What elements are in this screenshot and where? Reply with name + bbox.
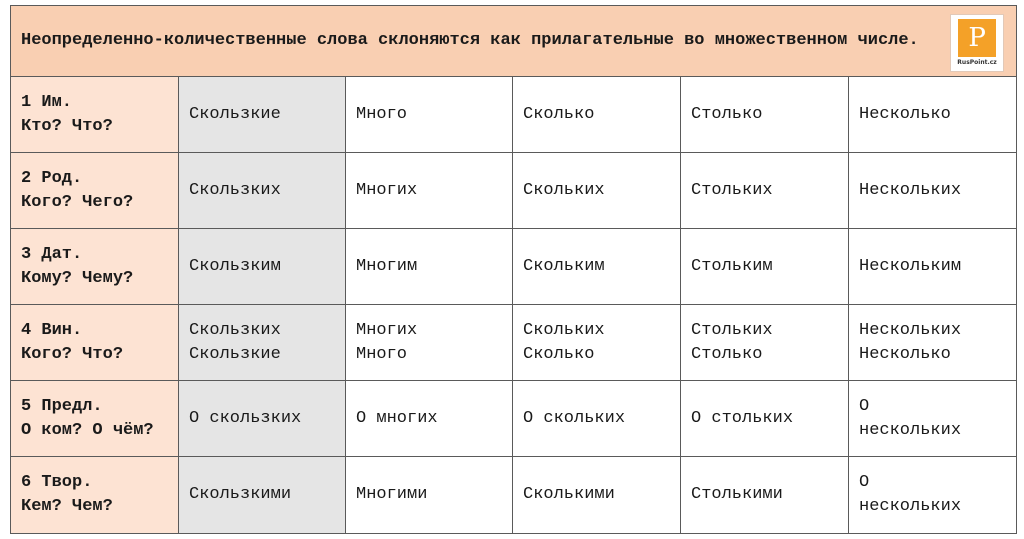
- case-question: Кого? Что?: [21, 344, 124, 364]
- word-cell: [849, 305, 1017, 381]
- word-form: О: [859, 396, 870, 416]
- case-question: Кого? Чего?: [21, 192, 134, 212]
- case-cell: [11, 305, 179, 381]
- word-cell: [346, 77, 513, 153]
- word-cell: [681, 77, 849, 153]
- case-question: О ком? О чём?: [21, 420, 154, 440]
- word-form: Скользкие: [189, 104, 281, 124]
- word-form: Скольким: [523, 256, 605, 276]
- word-form: Стольких: [691, 320, 773, 340]
- word-form: Сколькими: [523, 485, 615, 504]
- word-cell: [179, 229, 346, 305]
- word-cell: [849, 229, 1017, 305]
- word-form: Скользких: [189, 180, 281, 200]
- case-cell: [11, 381, 179, 457]
- word-form-alt: Скользкие: [189, 344, 281, 364]
- logo-glyph: Р: [968, 23, 986, 53]
- case-cell: [11, 229, 179, 305]
- word-cell: [346, 305, 513, 381]
- word-form: Многих: [356, 320, 418, 340]
- word-form: Скольких: [523, 320, 605, 340]
- case-question: Кем? Чем?: [21, 497, 113, 516]
- word-form-alt: Столько: [691, 344, 763, 364]
- logo-text: RusPoint.cz: [957, 59, 997, 66]
- table-row: [11, 305, 1017, 381]
- ruspoint-logo-icon: [950, 14, 1004, 72]
- word-cell: [681, 381, 849, 457]
- word-cell: [346, 153, 513, 229]
- word-form: Нескольких: [859, 180, 962, 200]
- table-row: [11, 381, 1017, 457]
- word-cell: [513, 305, 681, 381]
- word-form: Много: [356, 104, 408, 124]
- word-form: Многих: [356, 180, 418, 200]
- word-cell: [849, 381, 1017, 457]
- word-cell: [513, 229, 681, 305]
- declension-table: [10, 5, 1017, 534]
- case-question: Кто? Что?: [21, 116, 113, 136]
- word-form: Столькими: [691, 485, 783, 504]
- word-cell: [513, 153, 681, 229]
- case-cell: [11, 153, 179, 229]
- case-name: 1 Им.: [21, 92, 73, 112]
- case-cell: [11, 457, 179, 534]
- word-cell: [179, 457, 346, 534]
- word-cell: [179, 381, 346, 457]
- word-form: Стольким: [691, 256, 773, 276]
- word-cell: [849, 457, 1017, 534]
- word-cell: [681, 457, 849, 534]
- word-form: О скольких: [523, 408, 626, 428]
- case-name: 3 Дат.: [21, 244, 83, 264]
- word-form: Стольких: [691, 180, 773, 200]
- word-form: Столько: [691, 104, 763, 124]
- word-cell: [179, 305, 346, 381]
- word-cell: [849, 77, 1017, 153]
- case-name: 4 Вин.: [21, 320, 83, 340]
- table-title-cell: [11, 6, 1017, 77]
- word-cell: [681, 305, 849, 381]
- word-form: Нескольким: [859, 256, 962, 276]
- case-cell: [11, 77, 179, 153]
- word-form-alt: Несколько: [859, 344, 951, 364]
- word-cell: [346, 229, 513, 305]
- word-form: Многими: [356, 485, 428, 504]
- word-form-alt: нескольких: [859, 420, 962, 440]
- case-name: 2 Род.: [21, 168, 83, 188]
- case-question: Кому? Чему?: [21, 268, 134, 288]
- word-form: Скользким: [189, 256, 281, 276]
- word-cell: [513, 381, 681, 457]
- word-cell: [513, 457, 681, 534]
- case-name: 5 Предл.: [21, 396, 103, 416]
- word-cell: [681, 229, 849, 305]
- logo-mark: [958, 19, 996, 57]
- word-form: Многим: [356, 256, 418, 276]
- word-form: О: [859, 473, 870, 492]
- word-form-alt: нескольких: [859, 497, 962, 516]
- table-row: [11, 153, 1017, 229]
- table-header-row: [11, 6, 1017, 77]
- word-form: Нескольких: [859, 320, 962, 340]
- word-cell: [346, 381, 513, 457]
- word-cell: [179, 77, 346, 153]
- word-cell: [681, 153, 849, 229]
- word-form-alt: Сколько: [523, 344, 595, 364]
- word-form: О скользких: [189, 408, 302, 428]
- word-form: О стольких: [691, 408, 794, 428]
- word-cell: [179, 153, 346, 229]
- table-row: [11, 229, 1017, 305]
- word-form: Скользких: [189, 320, 281, 340]
- word-form: Несколько: [859, 104, 951, 124]
- word-form: О многих: [356, 408, 438, 428]
- table-row: [11, 77, 1017, 153]
- word-form: Скользкими: [189, 485, 292, 504]
- table-row: [11, 457, 1017, 534]
- word-form: Сколько: [523, 104, 595, 124]
- word-cell: [849, 153, 1017, 229]
- word-cell: [513, 77, 681, 153]
- word-cell: [346, 457, 513, 534]
- word-form-alt: Много: [356, 344, 408, 364]
- case-name: 6 Твор.: [21, 473, 93, 492]
- table-title: Неопределенно-количественные слова склоняются как прилагательные во множественном числе.: [21, 31, 919, 50]
- word-form: Скольких: [523, 180, 605, 200]
